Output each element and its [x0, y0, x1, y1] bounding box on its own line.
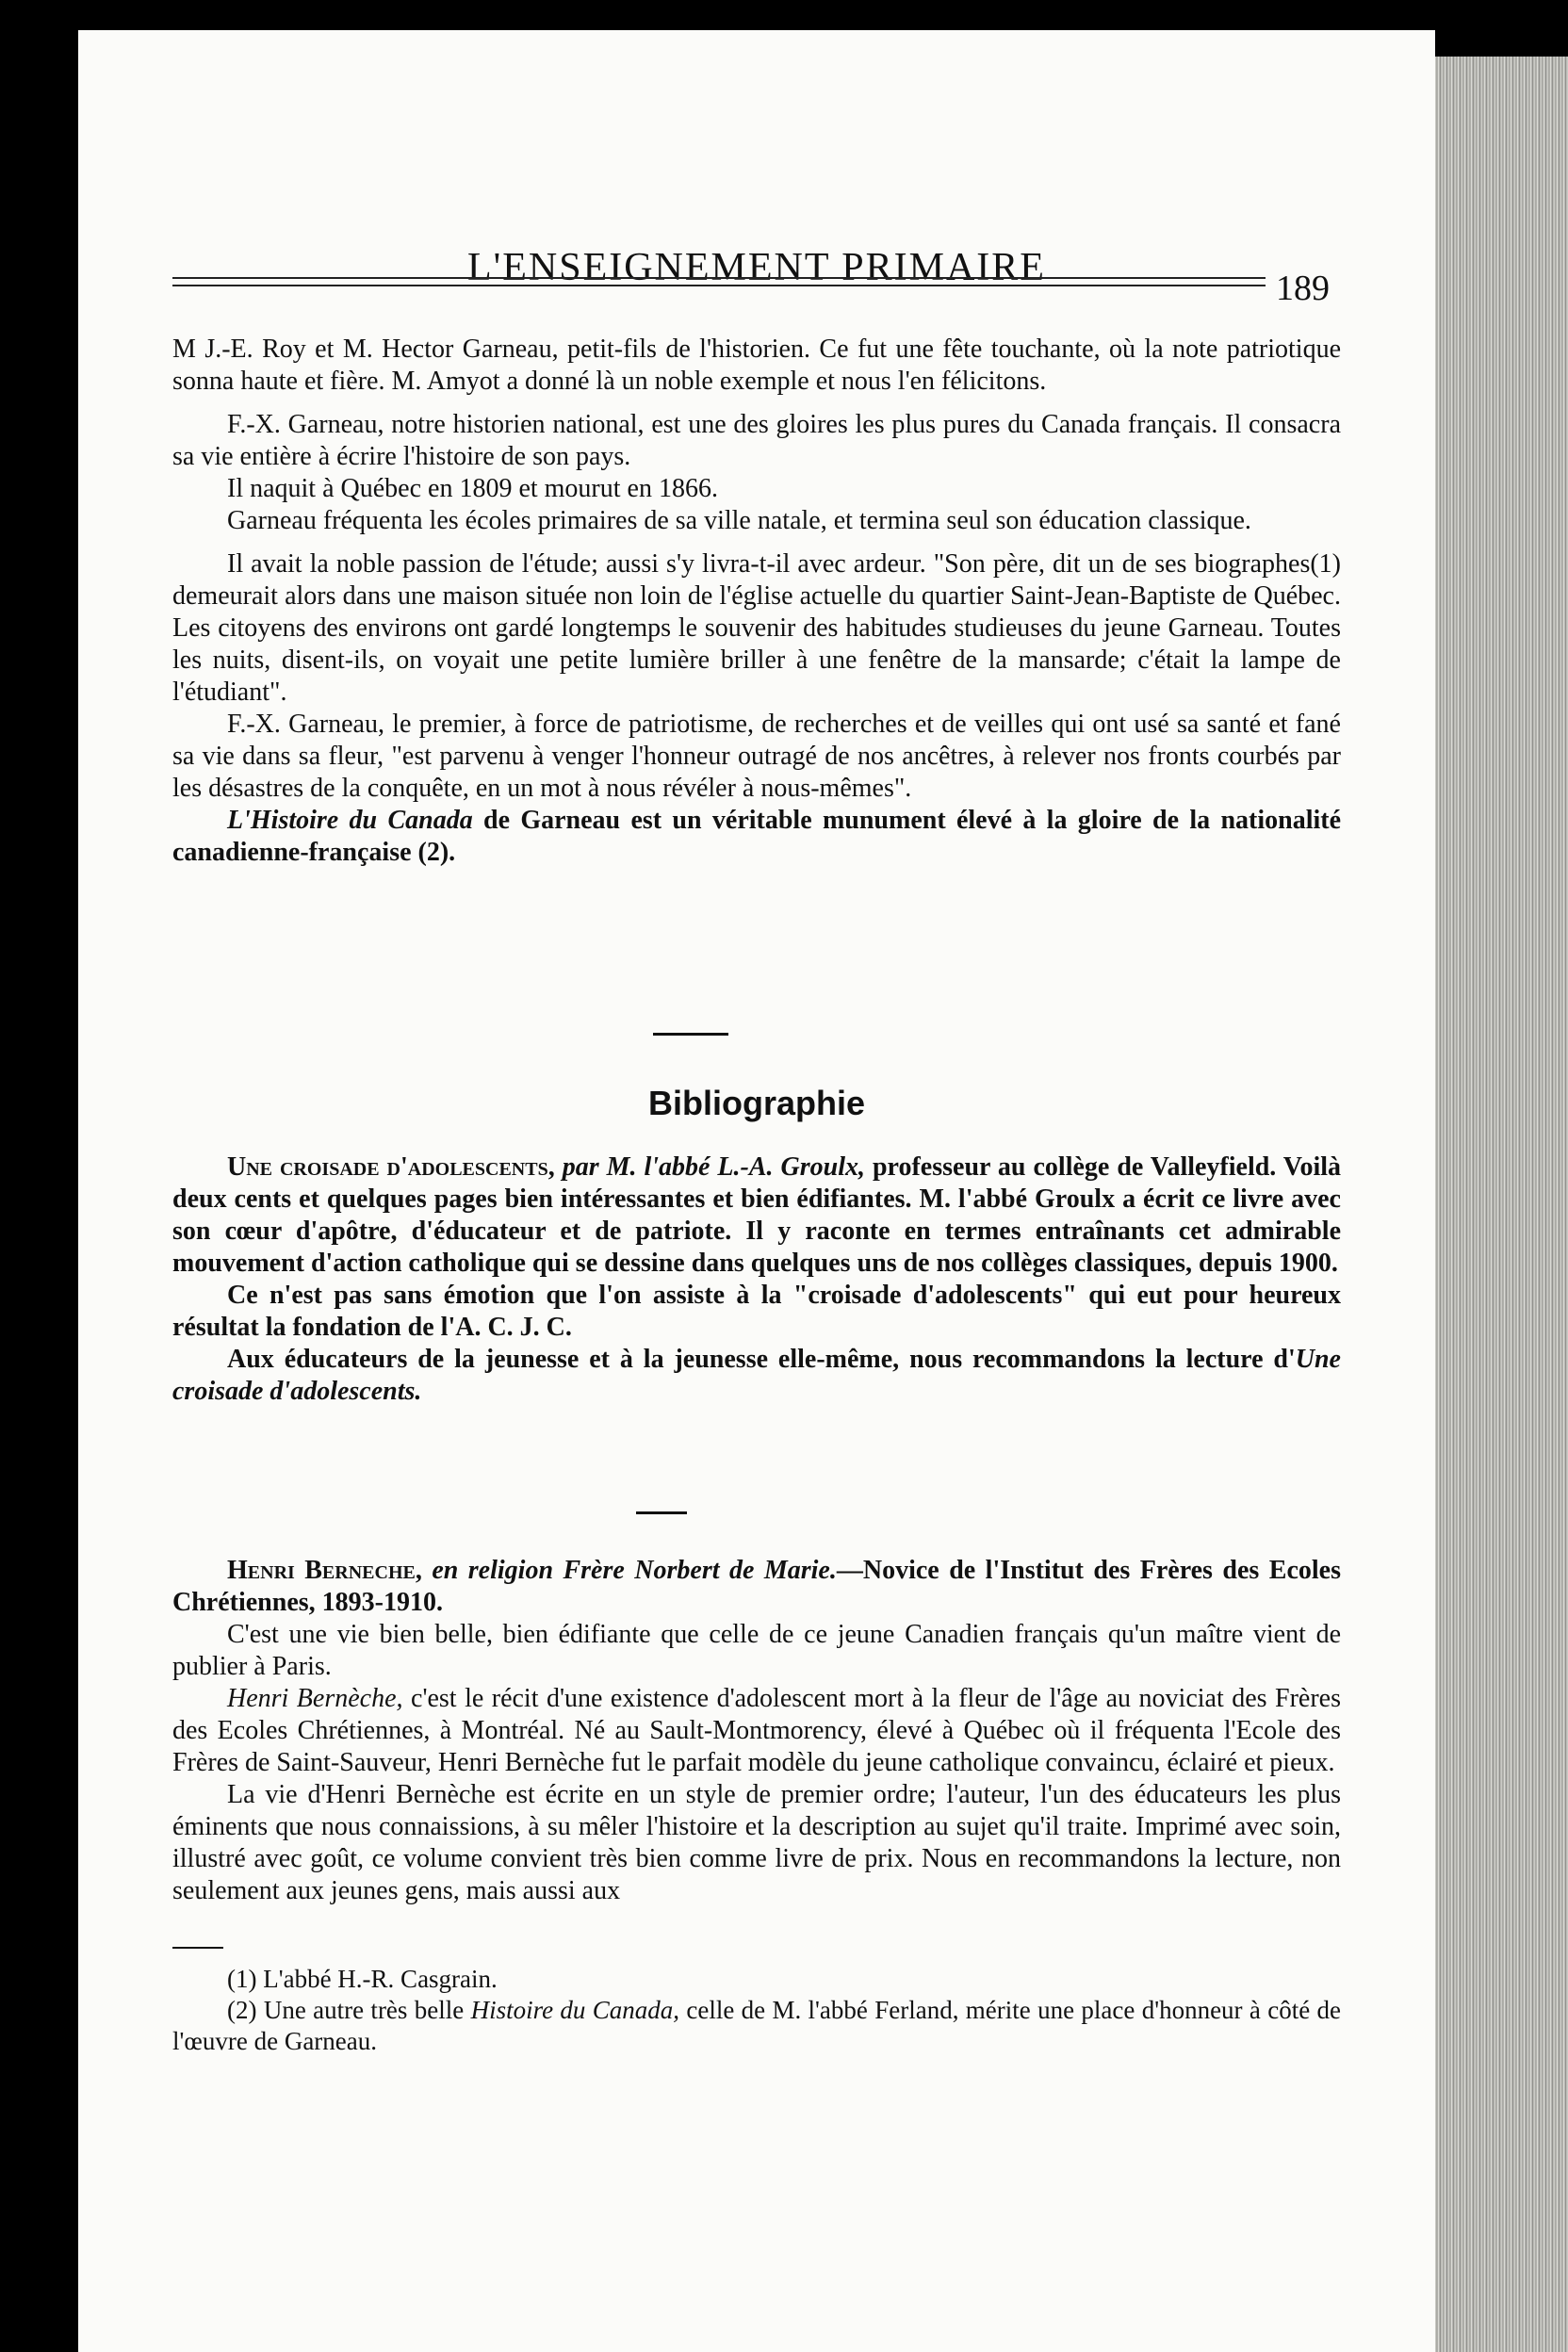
- footnote-rest: celle de M. l'abbé Ferland, mérite une place d'honneur à côté de l'œuvre de Garneau.: [172, 1996, 1341, 2055]
- paragraph: Il avait la noble passion de l'étude; aussi s'y livra-t-il avec ardeur. "Son père, dit un de ses biographes(1) demeurait alors dans une maison située non loin de l'église actuelle du quartier Saint-Jean-Baptiste de Québec. Les citoyens des environs ont gardé longtemps le souvenir des habitudes studieuses du jeune Garneau. Toutes les nuits, disent-ils, on voyait une petite lumière briller à une fenêtre de la mansarde; c'était la lampe de l'étudiant".: [172, 549, 1341, 707]
- footnote-1: (1) L'abbé H.-R. Casgrain.: [227, 1965, 498, 1993]
- book-page-edges: [1435, 57, 1568, 2352]
- review-croisade: [172, 1152, 1341, 1408]
- review-lead-paragraph: [172, 1555, 1341, 1619]
- header-rule-bottom: [172, 285, 1266, 286]
- paragraph: Il naquit à Québec en 1809 et mourut en 1866.: [227, 474, 718, 503]
- page-number: 189: [1276, 269, 1330, 308]
- article-body: [172, 334, 1341, 869]
- paragraph: C'est une vie bien belle, bien édifiante que celle de ce jeune Canadien français qu'un maître vient de publier à Paris.: [172, 1620, 1341, 1681]
- paragraph: [172, 1683, 1341, 1779]
- paragraph: M J.-E. Roy et M. Hector Garneau, petit-fils de l'historien. Ce fut une fête touchante, où la note patriotique sonna haute et fière. M. Amyot a donné là un noble exemple et nous l'en félicitons.: [172, 335, 1341, 396]
- paragraph-rest: professeur au collège de Valleyfield. Voilà deux cents et quelques pages bien intéressantes et bien édifiantes. M. l'abbé Groulx a écrit ce livre avec son cœur d'apôtre, d'éducateur et de patriote. Il y raconte en termes entraînants cet admirable mouvement d'action catholique qui se dessine dans quelques uns de nos collèges classiques, depuis 1900.: [172, 1152, 1341, 1278]
- paragraph: La vie d'Henri Bernèche est écrite en un style de premier ordre; l'auteur, l'un des éducateurs les plus éminents que nous connaissions, à su mêler l'histoire et la description au sujet qu'il traite. Imprimé avec soin, illustré avec goût, ce volume convient très bien comme livre de prix. Nous en recommandons la lecture, non seulement aux jeunes gens, mais aussi aux: [172, 1780, 1341, 1905]
- running-title: L'ENSEIGNEMENT PRIMAIRE: [467, 246, 1046, 289]
- paragraph: F.-X. Garneau, le premier, à force de patriotisme, de recherches et de veilles qui ont usé sa santé et fané sa vie dans sa fleur, "est parvenu à venger l'honneur outragé de nos ancêtres, à relever nos fronts courbés par les désastres de la conquête, en un mot à nous révéler à nous-mêmes".: [172, 710, 1341, 803]
- paragraph-rest: de Garneau est un véritable munument élevé à la gloire de la nationalité canadienne-française (2).: [172, 806, 1342, 867]
- header-rule-top: [172, 277, 1266, 279]
- page-header: [78, 217, 1435, 308]
- italic-title: L'Histoire du Canada: [227, 806, 473, 835]
- paragraph: Ce n'est pas sans émotion que l'on assiste à la "croisade d'adolescents" qui eut pour heureux résultat la fondation de l'A. C. J. C.: [172, 1281, 1341, 1342]
- book-page: [78, 30, 1435, 2352]
- footnote-2: [172, 1995, 1341, 2057]
- paragraph-start: Aux éducateurs de la jeunesse et à la jeunesse elle-même, nous recommandons la lecture d': [227, 1345, 1296, 1374]
- section-divider: [636, 1511, 687, 1514]
- italic-title: Une croisade d'adolescents.: [172, 1345, 1341, 1406]
- review-title: Une croisade d'adolescents,: [227, 1152, 555, 1182]
- paragraph: [172, 805, 1341, 869]
- section-divider: [653, 1033, 728, 1036]
- footnotes: [172, 1964, 1341, 2057]
- footnote-rule: [172, 1947, 223, 1949]
- review-lead-paragraph: [172, 1152, 1341, 1280]
- italic-title: Henri Bernèche,: [227, 1684, 403, 1713]
- italic-title: Histoire du Canada,: [470, 1996, 680, 2024]
- paragraph-rest: —Novice de l'Institut des Frères des Ecoles Chrétiennes, 1893-1910.: [172, 1556, 1341, 1617]
- review-berneche: [172, 1555, 1341, 1907]
- bibliography-heading: Bibliographie: [647, 1084, 865, 1122]
- footnote-start: (2) Une autre très belle: [227, 1996, 471, 2024]
- review-byline: par M. l'abbé L.-A. Groulx,: [562, 1152, 865, 1182]
- paragraph: Garneau fréquenta les écoles primaires de sa ville natale, et termina seul son éducation classique.: [227, 506, 1251, 535]
- paragraph-rest: c'est le récit d'une existence d'adolescent mort à la fleur de l'âge au noviciat des Frères des Ecoles Chrétiennes, à Montréal. Né au Sault-Montmorency, élevé à Québec où il fréquenta l'Ecole des Frères de Saint-Sauveur, Henri Bernèche fut le parfait modèle du jeune catholique convaincu, éclairé et pieux.: [172, 1684, 1341, 1777]
- paragraph: [172, 1344, 1341, 1408]
- review-subtitle: en religion Frère Norbert de Marie.: [421, 1556, 837, 1585]
- paragraph: F.-X. Garneau, notre historien national, est une des gloires les plus pures du Canada français. Il consacra sa vie entière à écrire l'histoire de son pays.: [172, 410, 1341, 471]
- review-title: Henri Berneche,: [227, 1556, 422, 1585]
